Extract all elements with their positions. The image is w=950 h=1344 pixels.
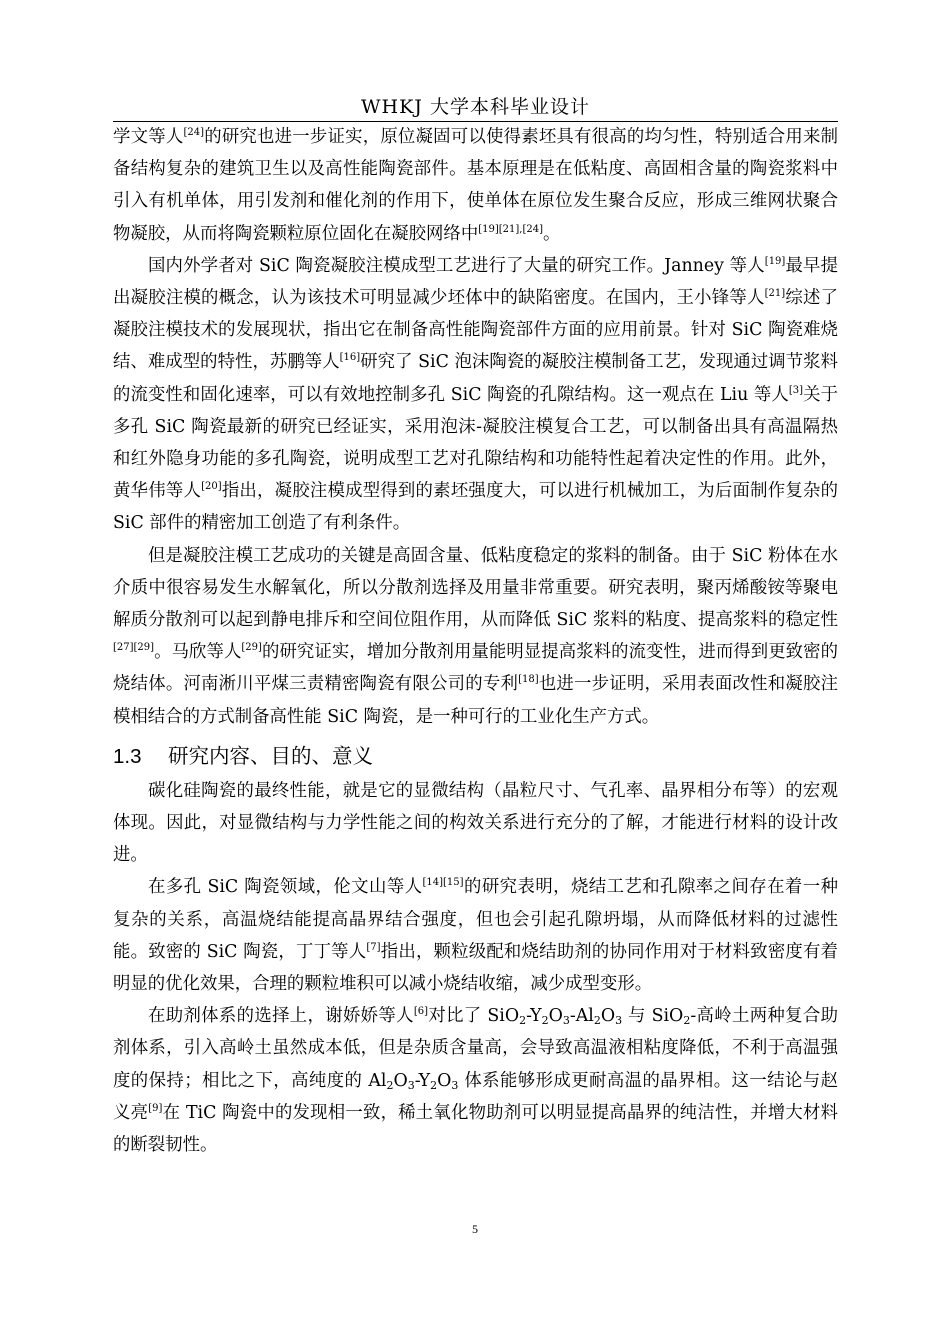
subscript: 2 xyxy=(430,1078,438,1092)
subscript: 2 xyxy=(683,1014,691,1028)
text-run: 在多孔 SiC 陶瓷领域，伦文山等人 xyxy=(148,877,423,898)
citation-ref: [16] xyxy=(339,352,361,364)
running-header: WHKJ 大学本科毕业设计 xyxy=(361,96,590,118)
citation-ref: [19] xyxy=(764,255,786,267)
text-run: 在助剂体系的选择上，谢娇娇等人 xyxy=(148,1006,414,1027)
subscript: 3 xyxy=(451,1078,459,1092)
text-run: O xyxy=(600,1006,616,1027)
text-run: 指出，凝胶注模成型得到的素坯强度大，可以进行机械加工，为后面制作复杂的 SiC 部件的精密加工创造了有利条件。 xyxy=(113,481,838,534)
text-run: 关于多孔 SiC 陶瓷最新的研究已经证实，采用泡沫-凝胶注模复合工艺，可以制备出具有高温隔热和红外隐身功能的多孔陶瓷，说明成型工艺对孔隙结构和功能特性起着决定性的作用。此外，黄华伟等人 xyxy=(113,384,838,502)
text-run: 国内外学者对 SiC 陶瓷凝胶注模成型工艺进行了大量的研究工作。Janney 等人 xyxy=(148,255,765,276)
paragraph-microstructure xyxy=(113,775,838,872)
text-run: 体系能够形成更耐高温的晶界相。这一结论与赵义亮 xyxy=(113,1070,838,1123)
citation-ref: [3] xyxy=(788,384,804,396)
paragraph-slurry-preparation xyxy=(113,540,838,733)
text-run: 对比了 SiO xyxy=(428,1006,520,1027)
section-number: 1.3 xyxy=(113,744,142,768)
citation-ref: [9] xyxy=(148,1102,163,1114)
citation-ref: [29] xyxy=(241,642,262,654)
subscript: 2 xyxy=(593,1014,601,1028)
text-run: O xyxy=(393,1070,408,1091)
section-title: 研究内容、目的、意义 xyxy=(168,743,373,768)
text-run: -Al xyxy=(569,1006,594,1027)
text-run: 指出，颗粒级配和烧结助剂的协同作用对于材料致密度有着明显的优化效果，合理的颗粒堆积可以减小烧结收缩，减少成型变形。 xyxy=(113,941,838,995)
text-run: 与 SiO xyxy=(622,1006,684,1027)
section-heading xyxy=(113,741,838,772)
citation-ref: [14][15] xyxy=(422,877,464,889)
citation-ref: [7] xyxy=(366,941,381,953)
text-run: O xyxy=(548,1006,563,1027)
citation-ref: [19][21],[24] xyxy=(478,223,543,235)
text-run: -高岭土两种复合助剂体系，引入高岭土虽然成本低，但是杂质含量高，会导致高温液相粘度降低，不利于高温强度的保持；相比之下，高纯度的 Al xyxy=(113,1006,838,1091)
text-run: 也进一步证明，采用表面改性和凝胶注模相结合的方式制备高性能 SiC 陶瓷，是一种可行的工业化生产方式。 xyxy=(113,674,838,727)
text-run: 研究了 SiC 泡沫陶瓷的凝胶注模制备工艺，发现通过调节浆料的流变性和固化速率，可以有效地控制多孔 SiC 陶瓷的孔隙结构。这一观点在 Liu 等人 xyxy=(113,352,838,405)
text-run: 最早提出凝胶注模的概念，认为该技术可明显减少坯体中的缺陷密度。在国内，王小锋等人 xyxy=(113,255,838,309)
text-run: -Y xyxy=(414,1070,431,1091)
text-run: 学文等人 xyxy=(113,127,184,147)
citation-ref: [21] xyxy=(764,288,786,300)
citation-ref: [6] xyxy=(413,1006,429,1018)
paragraph-gelcasting-research xyxy=(113,250,838,540)
text-run: 。 xyxy=(542,223,561,244)
paragraph-sintering-additives xyxy=(113,1000,838,1161)
text-run: 的研究表明，烧结工艺和孔隙率之间存在着一种复杂的关系，高温烧结能提高晶界结合强度，但也会引起孔隙坍塌，从而降低材料的过滤性能。致密的 SiC 陶瓷，丁丁等人 xyxy=(113,877,838,962)
paragraph-continued xyxy=(113,121,838,250)
citation-ref: [24] xyxy=(183,127,204,138)
subscript: 2 xyxy=(519,1014,527,1028)
subscript: 2 xyxy=(541,1014,549,1028)
text-run: 的研究证实，增加分散剂用量能明显提高浆料的流变性，进而得到更致密的烧结体。河南淅川平煤三责精密陶瓷有限公司的专利 xyxy=(113,642,838,695)
text-run: 的研究也进一步证实，原位凝固可以使得素坯具有很高的均匀性，特别适合用来制备结构复杂的建筑卫生以及高性能陶瓷部件。基本原理是在低粘度、高固相含量的陶瓷浆料中引入有机单体，用引发剂和催化剂的作用下，使单体在原位发生聚合反应，形成三维网状聚合物凝胶，从而将陶瓷颗粒原位固化在凝胶网络中 xyxy=(113,127,838,244)
paragraph-porous-sic xyxy=(113,871,838,1000)
page-body xyxy=(113,121,838,1161)
citation-ref: [20] xyxy=(201,481,222,493)
text-run: 综述了凝胶注模技术的发展现状，指出它在制备高性能陶瓷部件方面的应用前景。针对 SiC 陶瓷难烧结、难成型的特性，苏鹏等人 xyxy=(113,288,838,373)
text-run: -Y xyxy=(526,1006,542,1027)
citation-ref: [18] xyxy=(518,674,539,686)
subscript: 3 xyxy=(615,1014,623,1028)
subscript: 2 xyxy=(386,1078,394,1092)
text-run: 。马欣等人 xyxy=(154,642,242,663)
text-run: 但是凝胶注模工艺成功的关键是高固含量、低粘度稳定的浆料的制备。由于 SiC 粉体在水介质中很容易发生水解氧化，所以分散剂选择及用量非常重要。研究表明，聚丙烯酸铵等聚电解质分散剂可以起到静电排斥和空间位阻作用，从而降低 SiC 浆料的粘度、提高浆料的稳定性 xyxy=(113,545,838,631)
text-run: O xyxy=(437,1070,452,1091)
page-number: 5 xyxy=(472,1222,478,1236)
text-run: 碳化硅陶瓷的最终性能，就是它的显微结构（晶粒尺寸、气孔率、晶界相分布等）的宏观体现。因此，对显微结构与力学性能之间的构效关系进行充分的了解，才能进行材料的设计改进。 xyxy=(113,780,838,866)
citation-ref: [27][29] xyxy=(113,642,155,654)
subscript: 3 xyxy=(407,1078,415,1092)
subscript: 3 xyxy=(562,1014,570,1028)
text-run: 在 TiC 陶瓷中的发现相一致，稀土氧化物助剂可以明显提高晶界的纯洁性，并增大材料的断裂韧性。 xyxy=(113,1102,838,1156)
